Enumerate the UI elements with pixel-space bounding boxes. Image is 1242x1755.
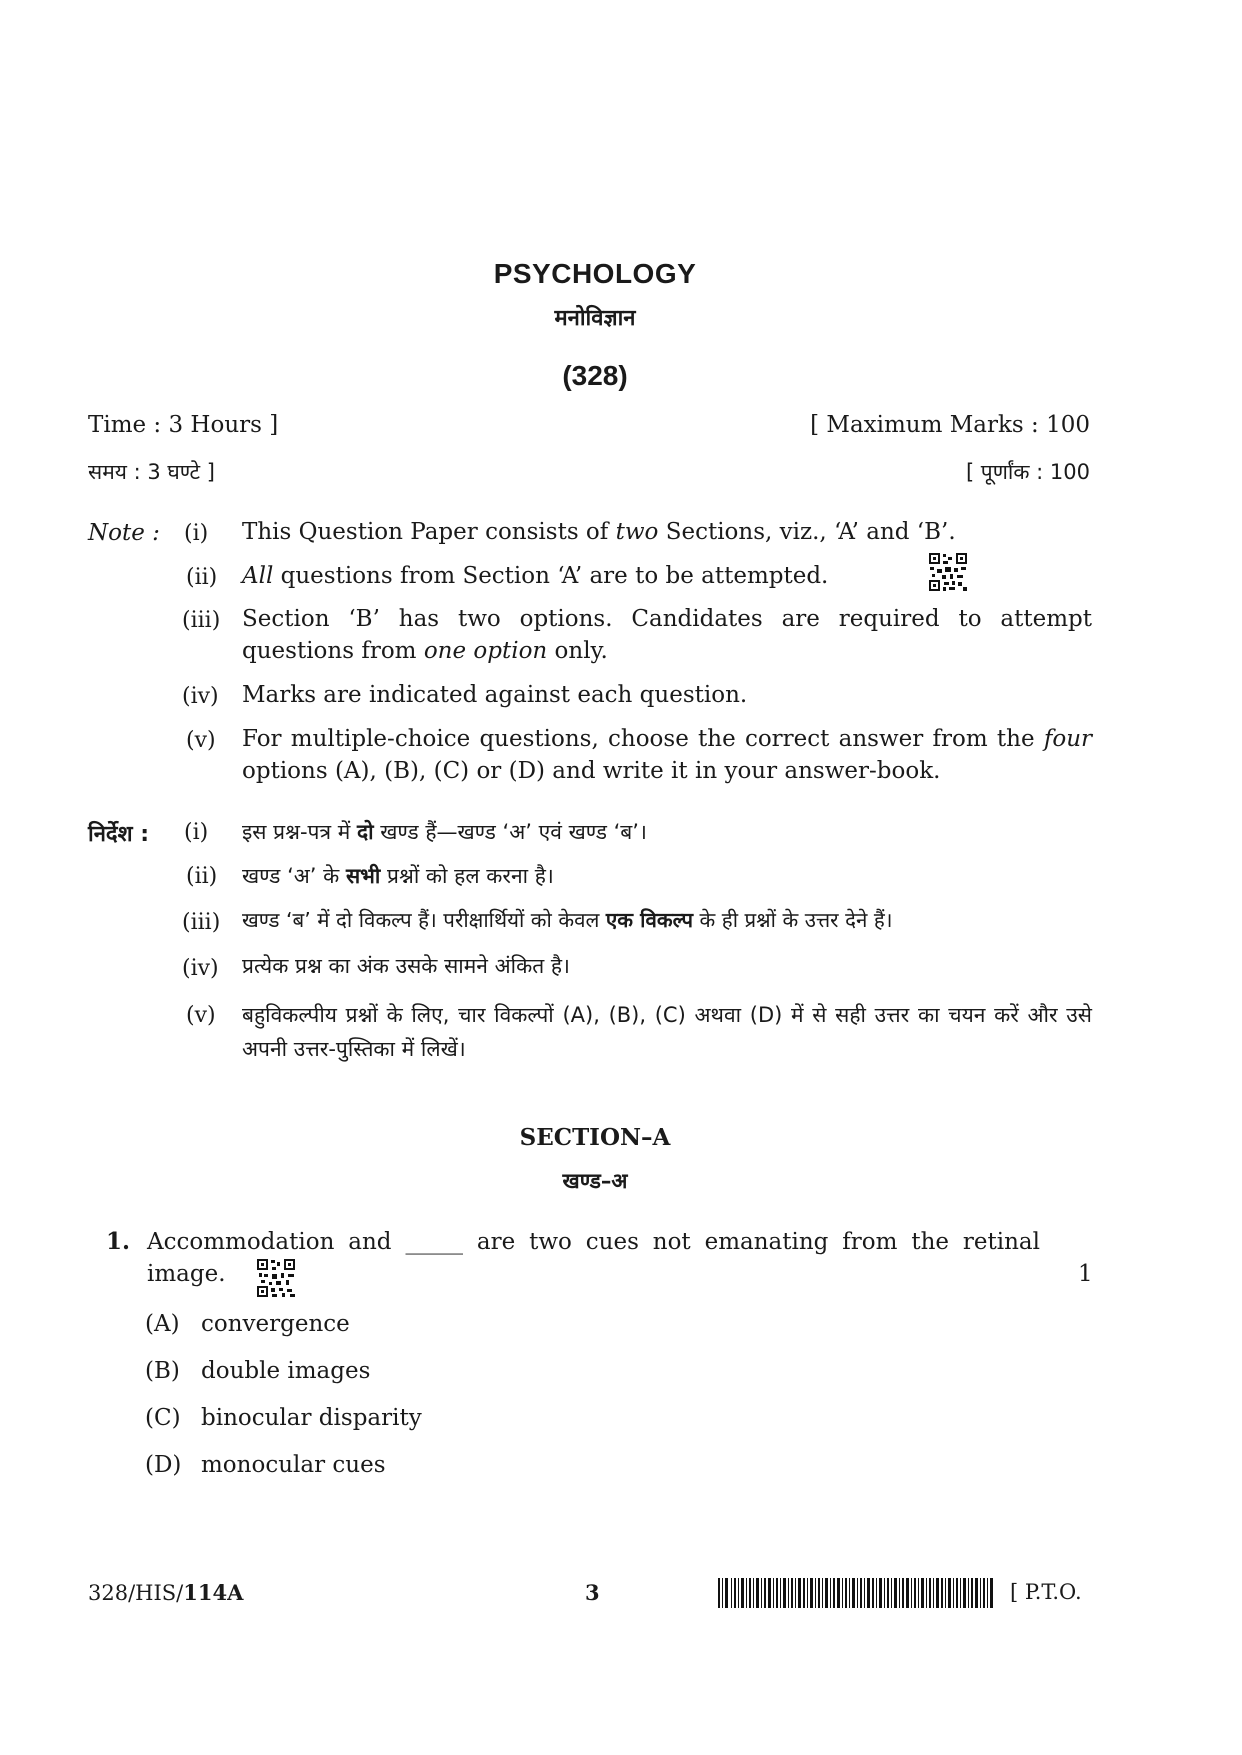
nirdesh-item-number: (ii) [186, 864, 218, 889]
section-title: SECTION–A [519, 1124, 671, 1151]
option-text: convergence [201, 1311, 350, 1337]
note-item: This Question Paper consists of two Sections, viz., ‘A’ and ‘B’. [242, 519, 956, 545]
note-label: Note : [88, 520, 160, 546]
note-item: Marks are indicated against each question. [242, 682, 748, 708]
section-title-hindi: खण्ड–अ [562, 1169, 628, 1193]
question-number: 1. [106, 1228, 131, 1255]
nirdesh-item: खण्ड ‘ब’ में दो विकल्प हैं। परीक्षार्थियों को केवल एक विकल्प के ही प्रश्नों के उत्तर देने हैं। [242, 908, 893, 932]
option-label: (C) [145, 1405, 181, 1431]
question-text: Accommodation and _____ are two cues not emanating from the retinal image. [147, 1229, 1040, 1287]
option-text: binocular disparity [201, 1405, 422, 1431]
time-label-hindi: समय : 3 घण्टे ] [88, 460, 216, 484]
paper-code: 328/HIS/114A [88, 1580, 244, 1605]
pto-label: [ P.T.O. [1010, 1580, 1082, 1604]
max-marks-label-hindi: [ पूर्णांक : 100 [965, 460, 1090, 484]
qr-code-icon [256, 1258, 296, 1298]
option-label: (A) [145, 1311, 180, 1337]
nirdesh-item: इस प्रश्न-पत्र में दो खण्ड हैं—खण्ड ‘अ’ एवं खण्ड ‘ब’। [242, 820, 647, 844]
nirdesh-item-number: (v) [186, 1003, 216, 1028]
note-item-number: (iv) [182, 684, 219, 709]
qr-code-icon [928, 552, 968, 592]
subject-title: PSYCHOLOGY [493, 258, 697, 289]
nirdesh-item-number: (i) [184, 820, 209, 845]
option-text: double images [201, 1358, 371, 1384]
nirdesh-label: निर्देश : [88, 822, 150, 847]
nirdesh-item: खण्ड ‘अ’ के सभी प्रश्नों को हल करना है। [242, 864, 554, 888]
note-item-number: (v) [186, 728, 216, 753]
barcode-icon [718, 1578, 996, 1608]
note-item-number: (iii) [182, 608, 221, 633]
nirdesh-item-number: (iii) [182, 910, 221, 935]
option-label: (D) [145, 1452, 182, 1478]
note-item: Section ‘B’ has two options. Candidates are required to attempt questions from one option only. [242, 606, 1092, 664]
note-item: All questions from Section ‘A’ are to be attempted. [242, 563, 829, 589]
option-text: monocular cues [201, 1452, 386, 1478]
nirdesh-item: बहुविकल्पीय प्रश्नों के लिए, चार विकल्पों (A), (B), (C) अथवा (D) में से सही उत्तर का चयन करें और उसे अपनी उत्तर-पुस्तिका में लिखें। [242, 1003, 1092, 1061]
question-marks: 1 [1078, 1261, 1093, 1287]
option-label: (B) [145, 1358, 180, 1384]
page-number: 3 [585, 1580, 600, 1605]
nirdesh-item: प्रत्येक प्रश्न का अंक उसके सामने अंकित है। [242, 954, 570, 978]
note-item-number: (i) [184, 521, 209, 546]
nirdesh-item-number: (iv) [182, 956, 219, 981]
note-item-number: (ii) [186, 565, 218, 590]
note-item: For multiple-choice questions, choose the correct answer from the four options (A), (B), (C) or (D) and write it in your answer-book. [242, 726, 1092, 784]
subject-title-hindi: मनोविज्ञान [554, 306, 636, 331]
subject-code: (328) [562, 360, 628, 391]
max-marks-label: [ Maximum Marks : 100 [810, 412, 1090, 438]
time-label: Time : 3 Hours ] [88, 412, 279, 438]
